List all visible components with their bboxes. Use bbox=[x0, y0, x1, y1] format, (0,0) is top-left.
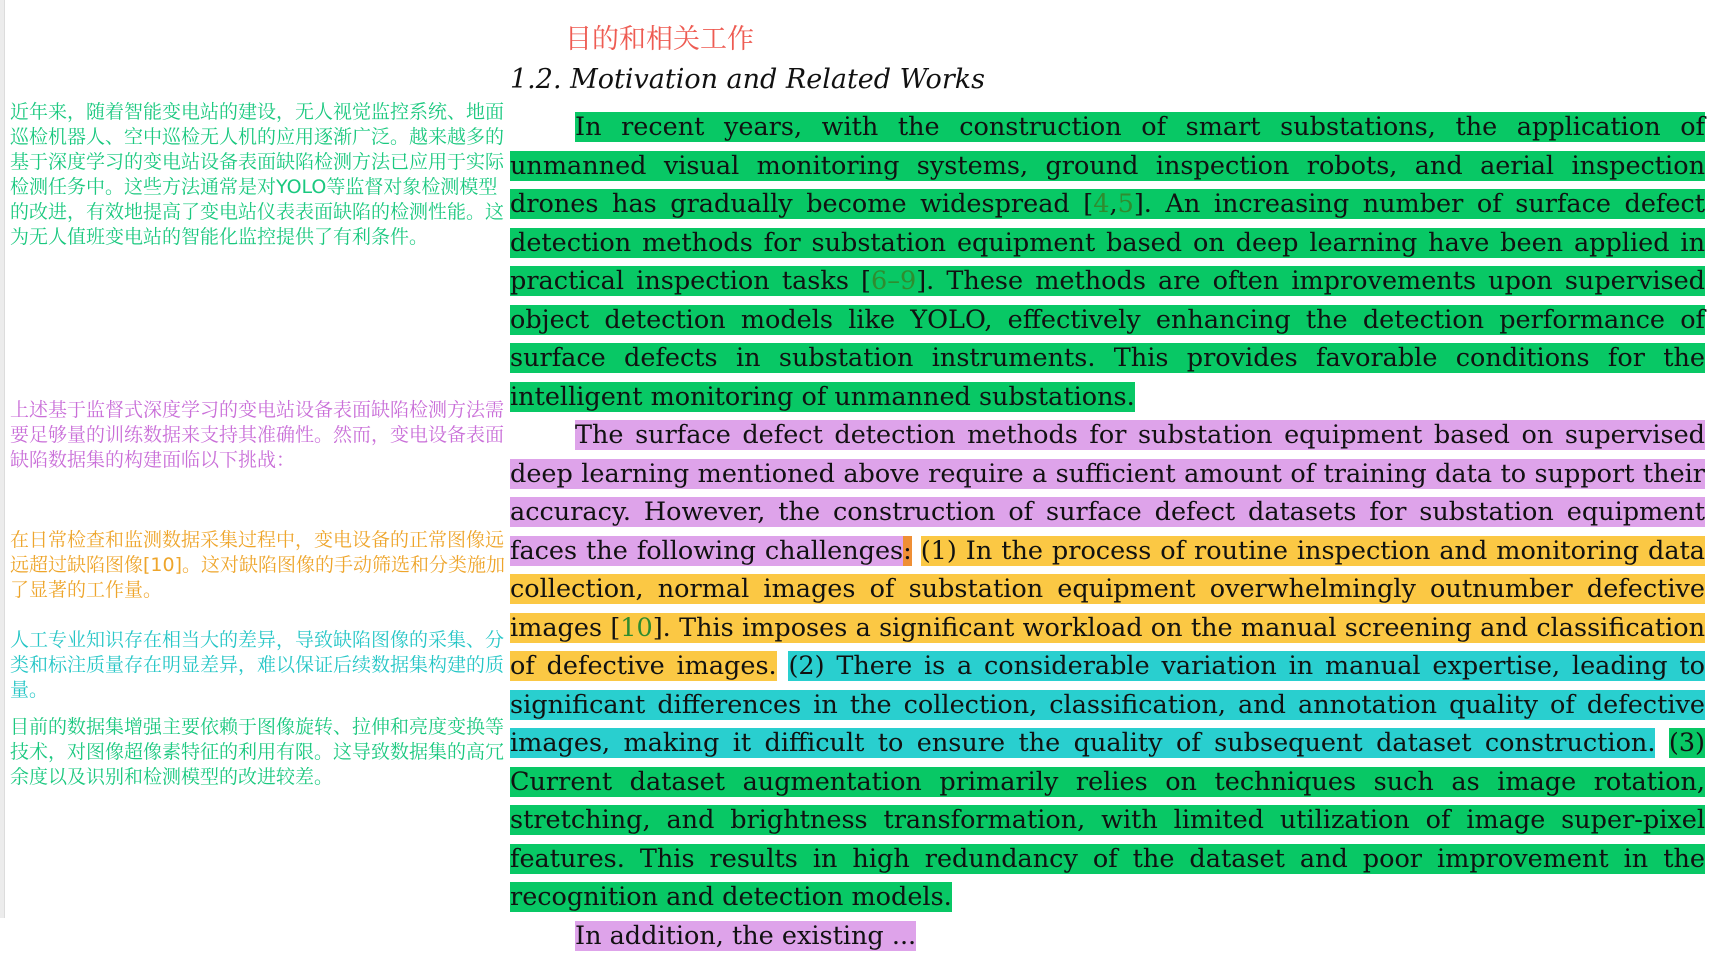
paragraph-1-text-b: ]. An increasing number of surface defect detection methods for substation equipment based on deep learning have been applied in practical inspection tasks [ bbox=[510, 189, 1705, 296]
citation-link-4[interactable]: 4 bbox=[1093, 189, 1109, 219]
citation-separator: , bbox=[1109, 189, 1117, 219]
section-heading: 1.2. Motivation and Related Works bbox=[510, 60, 1705, 100]
paragraph-3-partial bbox=[510, 917, 1705, 955]
highlight-violet: The surface defect detection methods for substation equipment based on supervised deep learning mentioned above require a sufficient amount of training data to support their accuracy. However, the construction of surface defect datasets for substation equipment faces the following challenges bbox=[510, 420, 1705, 566]
citation-link-5[interactable]: 5 bbox=[1118, 189, 1134, 219]
challenge-1-text-a: (1) In the process of routine inspection and monitoring data collection, normal images of substation equipment overwhelmingly outnumber defective images [ bbox=[510, 536, 1705, 643]
highlight-green-challenge-3: (3) Current dataset augmentation primarily relies on techniques such as image rotation, stretching, and brightness transformation, with limited utilization of image super-pixel features. This results in high redundancy of the dataset and poor improvement in the recognition and detection models. bbox=[510, 728, 1705, 912]
citation-link-10[interactable]: 10 bbox=[620, 613, 652, 643]
highlight-green bbox=[510, 112, 1705, 412]
translation-note-2: 上述基于监督式深度学习的变电站设备表面缺陷检测方法需要足够量的训练数据来支持其准确性。然而，变电设备表面缺陷数据集的构建面临以下挑战： bbox=[10, 398, 510, 473]
translation-note-1: 近年来，随着智能变电站的建设，无人视觉监控系统、地面巡检机器人、空中巡检无人机的应用逐渐广泛。越来越多的基于深度学习的变电站设备表面缺陷检测方法已应用于实际检测任务中。这些方法通常是对YOLO等监督对象检测模型的改进，有效地提高了变电站仪表表面缺陷的检测性能。这为无人值班变电站的智能化监控提供了有利条件。 bbox=[10, 100, 510, 250]
translation-note-5: 目前的数据集增强主要依赖于图像旋转、拉伸和亮度变换等技术，对图像超像素特征的利用有限。这导致数据集的高冗余度以及识别和检测模型的改进较差。 bbox=[10, 715, 510, 790]
translation-note-3: 在日常检查和监测数据采集过程中，变电设备的正常图像远远超过缺陷图像[10]。这对缺陷图像的手动筛选和分类施加了显著的工作量。 bbox=[10, 528, 510, 603]
citation-link-6-9[interactable]: 6–9 bbox=[871, 266, 916, 296]
highlight-orange-colon: : bbox=[903, 536, 912, 566]
section-title-translation: 目的和相关工作 bbox=[565, 20, 1705, 60]
paragraph-1-text-c: ]. These methods are often improvements upon supervised object detection models like YOLO, effectively enhancing the detection performance of surface defects in substation instruments. This provides favorable conditions for the intelligent monitoring of unmanned substations. bbox=[510, 266, 1705, 412]
highlight-violet-partial: In addition, the existing ... bbox=[575, 921, 916, 951]
highlight-teal: (2) There is a considerable variation in manual expertise, leading to significant differences in the collection, classification, and annotation quality of defective images, making it difficult to ensure the quality of subsequent dataset construction. bbox=[510, 651, 1705, 758]
document-main bbox=[510, 20, 1705, 955]
challenge-1-text-b: ]. This imposes a significant workload on the manual screening and classification of defective images. bbox=[510, 613, 1705, 682]
window-left-border bbox=[0, 0, 5, 918]
paragraph-1 bbox=[510, 108, 1705, 416]
paragraph-2 bbox=[510, 416, 1705, 917]
translation-note-4: 人工专业知识存在相当大的差异，导致缺陷图像的采集、分类和标注质量存在明显差异，难以保证后续数据集构建的质量。 bbox=[10, 628, 510, 703]
paragraph-1-text-a: In recent years, with the construction of smart substations, the application of unmanned visual monitoring systems, ground inspection robots, and aerial inspection drones has gradually become widespread [ bbox=[510, 112, 1705, 219]
